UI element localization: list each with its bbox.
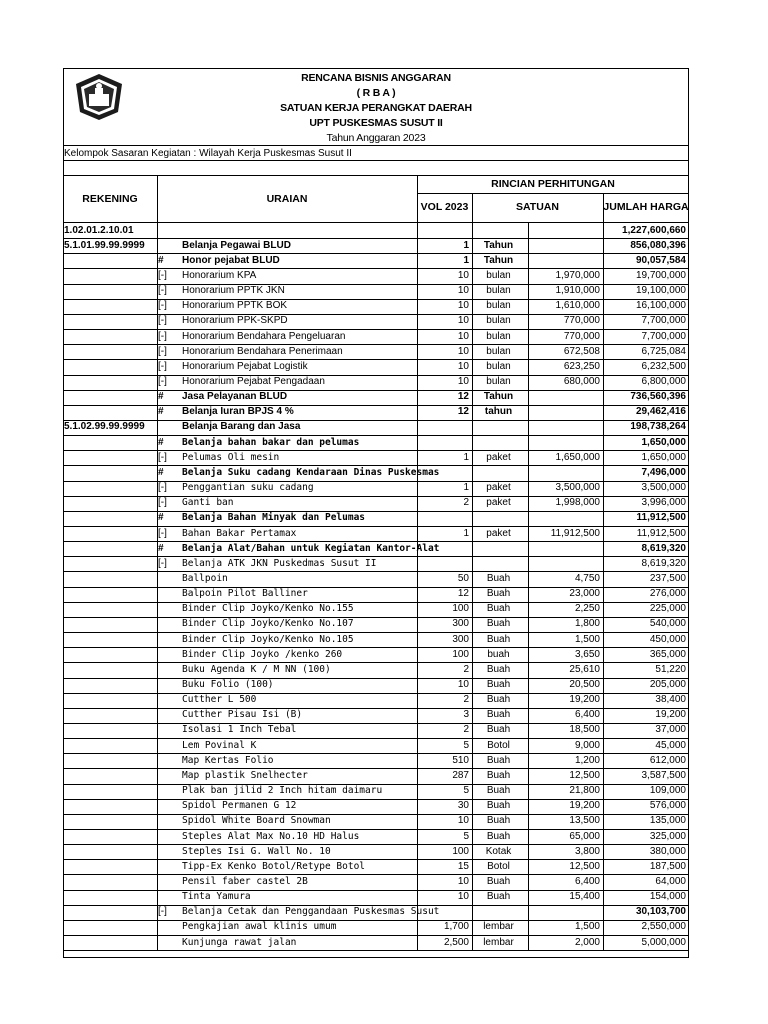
uraian-text: Cutther Pisau Isi (B) xyxy=(182,709,303,721)
vol-value: 10 xyxy=(457,875,469,887)
uraian-text: Balpoin Pilot Balliner xyxy=(182,588,308,600)
satuan-value: lembar xyxy=(483,936,514,948)
vol-value: 30 xyxy=(457,800,469,812)
vol-value: 10 xyxy=(457,300,469,312)
harga-satuan-value: 6,400 xyxy=(574,709,600,721)
jumlah-harga-value: 11,912,500 xyxy=(636,512,686,524)
vol-value: 10 xyxy=(457,376,469,387)
row-marker: [-] xyxy=(158,269,167,281)
vol-value: 100 xyxy=(452,603,469,615)
row-marker: # xyxy=(158,542,164,554)
column-divider xyxy=(472,193,473,950)
uraian-text: Spidol White Board Snowman xyxy=(182,815,331,827)
jumlah-harga-value: 64,000 xyxy=(655,875,686,887)
title-line-1: RENCANA BISNIS ANGGARAN xyxy=(301,72,451,84)
vol-value: 1,700 xyxy=(443,921,469,933)
satuan-value: paket xyxy=(486,527,511,539)
rekening-code: 1.02.01.2.10.01 xyxy=(64,224,134,236)
jumlah-harga-value: 90,057,584 xyxy=(635,254,686,266)
row-divider xyxy=(63,950,689,951)
uraian-text: Bahan Bakar Pertamax xyxy=(182,527,297,539)
jumlah-harga-value: 109,000 xyxy=(649,785,686,797)
jumlah-harga-value: 45,000 xyxy=(655,739,686,751)
harga-satuan-value: 12,500 xyxy=(569,860,600,872)
column-divider xyxy=(417,175,418,950)
satuan-value: bulan xyxy=(486,269,511,281)
vol-value: 2 xyxy=(463,663,469,675)
harga-satuan-value: 20,500 xyxy=(569,679,600,690)
jumlah-harga-value: 3,996,000 xyxy=(641,497,686,509)
uraian-text: Honorarium Pejabat Pengadaan xyxy=(182,376,325,387)
uraian-text: Belanja Bahan Minyak dan Pelumas xyxy=(182,512,366,524)
harga-satuan-value: 12,500 xyxy=(569,769,600,781)
harga-satuan-value: 1,200 xyxy=(574,754,600,766)
uraian-text: Steples Isi G. Wall No. 10 xyxy=(182,845,331,857)
harga-satuan-value: 19,200 xyxy=(569,800,600,812)
title-year: Tahun Anggaran 2023 xyxy=(326,132,426,144)
vol-value: 510 xyxy=(452,754,469,766)
uraian-text: Belanja Pegawai BLUD xyxy=(182,239,291,251)
satuan-value: Tahun xyxy=(483,239,514,251)
satuan-value: Botol xyxy=(487,860,510,872)
uraian-text: Pensil faber castel 2B xyxy=(182,875,308,887)
vol-value: 2 xyxy=(463,694,469,706)
jumlah-harga-value: 30,103,700 xyxy=(635,906,686,918)
uraian-text: Steples Alat Max No.10 HD Halus xyxy=(182,830,360,842)
jumlah-harga-value: 325,000 xyxy=(649,830,686,842)
uraian-text: Spidol Permanen G 12 xyxy=(182,800,297,812)
satuan-value: bulan xyxy=(486,376,511,387)
divider xyxy=(63,160,689,161)
vol-value: 100 xyxy=(452,845,469,857)
satuan-value: Buah xyxy=(486,724,511,736)
harga-satuan-value: 1,998,000 xyxy=(555,497,600,509)
jumlah-harga-value: 450,000 xyxy=(649,633,686,645)
uraian-text: Binder Clip Joyko /kenko 260 xyxy=(182,648,343,660)
uraian-text: Buku Folio (100) xyxy=(182,679,274,690)
jumlah-harga-value: 154,000 xyxy=(649,891,686,903)
vol-value: 1 xyxy=(463,482,469,494)
jumlah-harga-value: 29,462,416 xyxy=(635,406,686,418)
harga-satuan-value: 1,500 xyxy=(574,633,600,645)
vol-value: 10 xyxy=(457,815,469,827)
vol-value: 12 xyxy=(457,391,469,403)
vol-value: 15 xyxy=(457,860,469,872)
row-marker: # xyxy=(158,406,164,418)
satuan-value: Buah xyxy=(486,830,511,842)
vol-value: 5 xyxy=(463,785,469,797)
uraian-text: Honorarium Bendahara Pengeluaran xyxy=(182,330,346,342)
title-line-2: ( R B A ) xyxy=(356,87,396,99)
jumlah-harga-value: 237,500 xyxy=(649,572,686,584)
harga-satuan-value: 1,650,000 xyxy=(555,451,600,463)
uraian-text: Binder Clip Joyko/Kenko No.105 xyxy=(182,633,354,645)
uraian-text: Belanja Alat/Bahan untuk Kegiatan Kantor-Alat xyxy=(182,542,440,554)
jumlah-harga-value: 205,000 xyxy=(649,679,686,690)
jumlah-harga-value: 6,232,500 xyxy=(641,360,686,372)
row-marker: [-] xyxy=(158,345,167,357)
column-divider xyxy=(528,222,529,950)
row-marker: [-] xyxy=(158,527,167,539)
uraian-text: Pengkajian awal klinis umum xyxy=(182,921,337,933)
vol-value: 2,500 xyxy=(443,936,469,948)
jumlah-harga-value: 7,700,000 xyxy=(641,330,686,342)
jumlah-harga-value: 187,500 xyxy=(649,860,686,872)
satuan-value: Buah xyxy=(486,875,511,887)
col-jumlah-header: JUMLAH HARGA xyxy=(603,201,689,213)
jumlah-harga-value: 37,000 xyxy=(655,724,686,736)
jumlah-harga-value: 38,400 xyxy=(655,694,686,706)
divider xyxy=(63,145,689,146)
satuan-value: paket xyxy=(486,482,511,494)
jumlah-harga-value: 3,587,500 xyxy=(641,769,686,781)
satuan-value: Buah xyxy=(486,663,511,675)
vol-value: 3 xyxy=(463,709,469,721)
divider xyxy=(417,193,689,194)
satuan-value: bulan xyxy=(486,285,511,297)
vol-value: 10 xyxy=(457,330,469,342)
vol-value: 10 xyxy=(457,269,469,281)
uraian-text: Ganti ban xyxy=(182,497,234,509)
uraian-text: Belanja Barang dan Jasa xyxy=(182,421,301,433)
uraian-text: Cutther L 500 xyxy=(182,694,257,706)
satuan-value: Botol xyxy=(487,739,510,751)
jumlah-harga-value: 276,000 xyxy=(649,588,686,600)
uraian-text: Map Kertas Folio xyxy=(182,754,274,766)
satuan-value: Kotak xyxy=(485,845,512,857)
vol-value: 10 xyxy=(457,315,469,327)
uraian-text: Belanja bahan bakar dan pelumas xyxy=(182,436,360,448)
jumlah-harga-value: 1,227,600,660 xyxy=(622,224,686,236)
jumlah-harga-value: 856,080,396 xyxy=(630,239,686,251)
jumlah-harga-value: 51,220 xyxy=(655,663,686,675)
row-marker: [-] xyxy=(158,497,167,509)
uraian-text: Ballpoin xyxy=(182,572,228,584)
jumlah-harga-value: 576,000 xyxy=(649,800,686,812)
uraian-text: Belanja ATK JKN Puskedmas Susut II xyxy=(182,557,377,569)
col-rincian-header: RINCIAN PERHITUNGAN xyxy=(491,178,615,190)
uraian-text: Belanja Iuran BPJS 4 % xyxy=(182,406,294,418)
vol-value: 1 xyxy=(463,451,469,463)
col-satuan-header: SATUAN xyxy=(516,201,559,213)
jumlah-harga-value: 11,912,500 xyxy=(636,527,686,539)
satuan-value: Buah xyxy=(486,709,511,721)
harga-satuan-value: 770,000 xyxy=(563,315,600,327)
jumlah-harga-value: 365,000 xyxy=(649,648,686,660)
jumlah-harga-value: 1,650,000 xyxy=(641,451,686,463)
vol-value: 10 xyxy=(457,679,469,690)
vol-value: 300 xyxy=(452,633,469,645)
vol-value: 12 xyxy=(457,406,469,418)
harga-satuan-value: 18,500 xyxy=(569,724,600,736)
satuan-value: Buah xyxy=(486,603,511,615)
satuan-value: Buah xyxy=(486,588,511,600)
jumlah-harga-value: 3,500,000 xyxy=(641,482,686,494)
row-marker: [-] xyxy=(158,557,167,569)
satuan-value: Buah xyxy=(486,800,511,812)
jumlah-harga-value: 6,800,000 xyxy=(641,376,686,387)
vol-value: 287 xyxy=(452,769,469,781)
satuan-value: Buah xyxy=(486,572,511,584)
jumlah-harga-value: 380,000 xyxy=(649,845,686,857)
vol-value: 5 xyxy=(463,739,469,751)
uraian-text: Honorarium Bendahara Penerimaan xyxy=(182,345,343,357)
uraian-text: Belanja Cetak dan Penggandaan Puskesmas Susut xyxy=(182,906,440,918)
jumlah-harga-value: 5,000,000 xyxy=(641,936,686,948)
satuan-value: Buah xyxy=(486,754,511,766)
harga-satuan-value: 9,000 xyxy=(574,739,600,751)
row-marker: [-] xyxy=(158,300,167,312)
harga-satuan-value: 1,610,000 xyxy=(555,300,600,312)
jumlah-harga-value: 7,700,000 xyxy=(641,315,686,327)
row-marker: [-] xyxy=(158,376,167,387)
uraian-text: Map plastik Snelhecter xyxy=(182,769,308,781)
satuan-value: bulan xyxy=(486,300,511,312)
harga-satuan-value: 15,400 xyxy=(569,891,600,903)
harga-satuan-value: 3,650 xyxy=(574,648,600,660)
row-marker: [-] xyxy=(158,360,167,372)
satuan-value: Buah xyxy=(486,618,511,630)
jumlah-harga-value: 7,496,000 xyxy=(641,466,686,478)
harga-satuan-value: 680,000 xyxy=(563,376,600,387)
satuan-value: Buah xyxy=(486,815,511,827)
row-marker: # xyxy=(158,512,164,524)
row-marker: [-] xyxy=(158,315,167,327)
rekening-code: 5.1.01.99.99.9999 xyxy=(64,239,145,251)
satuan-value: lembar xyxy=(483,921,514,933)
col-rekening-header: REKENING xyxy=(82,193,138,205)
harga-satuan-value: 11,912,500 xyxy=(550,527,600,539)
jumlah-harga-value: 225,000 xyxy=(649,603,686,615)
jumlah-harga-value: 540,000 xyxy=(649,618,686,630)
row-marker: # xyxy=(158,466,164,478)
jumlah-harga-value: 19,100,000 xyxy=(635,285,686,297)
vol-value: 10 xyxy=(457,891,469,903)
vol-value: 1 xyxy=(463,239,469,251)
uraian-text: Honor pejabat BLUD xyxy=(182,254,280,266)
satuan-value: paket xyxy=(486,451,511,463)
row-marker: [-] xyxy=(158,451,167,463)
harga-satuan-value: 672,508 xyxy=(563,345,600,357)
jumlah-harga-value: 6,725,084 xyxy=(641,345,686,357)
harga-satuan-value: 25,610 xyxy=(569,663,600,675)
satuan-value: bulan xyxy=(486,345,511,357)
uraian-text: Honorarium PPTK BOK xyxy=(182,300,288,312)
harga-satuan-value: 23,000 xyxy=(569,588,600,600)
vol-value: 10 xyxy=(457,285,469,297)
jumlah-harga-value: 8,619,320 xyxy=(641,557,686,569)
vol-value: 12 xyxy=(457,588,469,600)
title-line-3: SATUAN KERJA PERANGKAT DAERAH xyxy=(280,102,472,114)
vol-value: 2 xyxy=(463,724,469,736)
vol-value: 2 xyxy=(463,497,469,509)
harga-satuan-value: 4,750 xyxy=(574,572,600,584)
satuan-value: Buah xyxy=(486,694,511,706)
col-uraian-header: URAIAN xyxy=(266,193,308,205)
jumlah-harga-value: 19,200 xyxy=(655,709,686,721)
row-marker: # xyxy=(158,254,164,266)
vol-value: 300 xyxy=(452,618,469,630)
harga-satuan-value: 65,000 xyxy=(569,830,600,842)
vol-value: 10 xyxy=(457,360,469,372)
rekening-code: 5.1.02.99.99.9999 xyxy=(64,421,145,433)
harga-satuan-value: 623,250 xyxy=(563,360,600,372)
uraian-text: Tipp-Ex Kenko Botol/Retype Botol xyxy=(182,860,366,872)
uraian-text: Honorarium PPK-SKPD xyxy=(182,315,288,327)
uraian-text: Jasa Pelayanan BLUD xyxy=(182,391,288,403)
vol-value: 1 xyxy=(463,254,469,266)
vol-value: 100 xyxy=(452,648,469,660)
jumlah-harga-value: 19,700,000 xyxy=(635,269,686,281)
harga-satuan-value: 1,500 xyxy=(574,921,600,933)
satuan-value: Buah xyxy=(486,679,511,690)
uraian-text: Isolasi 1 Inch Tebal xyxy=(182,724,297,736)
title-line-4: UPT PUSKESMAS SUSUT II xyxy=(309,117,443,129)
row-marker: [-] xyxy=(158,906,167,918)
satuan-value: bulan xyxy=(486,330,511,342)
uraian-text: Pelumas Oli mesin xyxy=(182,451,280,463)
harga-satuan-value: 2,000 xyxy=(574,936,600,948)
column-divider xyxy=(157,175,158,950)
uraian-text: Plak ban jilid 2 Inch hitam daimaru xyxy=(182,785,383,797)
harga-satuan-value: 1,800 xyxy=(574,618,600,630)
column-divider xyxy=(603,193,604,950)
harga-satuan-value: 3,800 xyxy=(574,845,600,857)
row-marker: # xyxy=(158,391,164,403)
harga-satuan-value: 3,500,000 xyxy=(555,482,600,494)
jumlah-harga-value: 2,550,000 xyxy=(641,921,686,933)
jumlah-harga-value: 736,560,396 xyxy=(630,391,686,403)
harga-satuan-value: 19,200 xyxy=(569,694,600,706)
uraian-text: Binder Clip Joyko/Kenko No.107 xyxy=(182,618,354,630)
satuan-value: Tahun xyxy=(483,254,514,266)
vol-value: 10 xyxy=(457,345,469,357)
harga-satuan-value: 21,800 xyxy=(569,785,600,797)
harga-satuan-value: 1,910,000 xyxy=(555,285,600,297)
satuan-value: Buah xyxy=(486,633,511,645)
uraian-text: Binder Clip Joyko/Kenko No.155 xyxy=(182,603,354,615)
jumlah-harga-value: 612,000 xyxy=(649,754,686,766)
harga-satuan-value: 2,250 xyxy=(574,603,600,615)
harga-satuan-value: 6,400 xyxy=(574,875,600,887)
uraian-text: Honorarium PPTK JKN xyxy=(182,285,285,297)
uraian-text: Kunjunga rawat jalan xyxy=(182,936,297,948)
uraian-text: Belanja Suku cadang Kendaraan Dinas Puskesmas xyxy=(182,466,440,478)
satuan-value: paket xyxy=(486,497,511,509)
satuan-value: buah xyxy=(487,648,510,660)
jumlah-harga-value: 1,650,000 xyxy=(641,436,686,448)
jumlah-harga-value: 135,000 xyxy=(649,815,686,827)
vol-value: 50 xyxy=(457,572,469,584)
harga-satuan-value: 13,500 xyxy=(569,815,600,827)
jumlah-harga-value: 198,738,264 xyxy=(630,421,686,433)
kelompok-sasaran: Kelompok Sasaran Kegiatan : Wilayah Kerja Puskesmas Susut II xyxy=(64,148,352,159)
row-marker: [-] xyxy=(158,482,167,494)
satuan-value: Buah xyxy=(486,769,511,781)
jumlah-harga-value: 16,100,000 xyxy=(635,300,686,312)
uraian-text: Buku Agenda K / M NN (100) xyxy=(182,663,331,675)
satuan-value: Buah xyxy=(486,891,511,903)
satuan-value: bulan xyxy=(486,360,511,372)
uraian-text: Lem Povinal K xyxy=(182,739,257,751)
col-vol-header: VOL 2023 xyxy=(420,201,469,213)
row-marker: [-] xyxy=(158,330,167,342)
uraian-text: Honorarium KPA xyxy=(182,269,257,281)
harga-satuan-value: 1,970,000 xyxy=(555,269,600,281)
harga-satuan-value: 770,000 xyxy=(563,330,600,342)
vol-value: 5 xyxy=(463,830,469,842)
vol-value: 1 xyxy=(463,527,469,539)
row-marker: # xyxy=(158,436,164,448)
satuan-value: bulan xyxy=(486,315,511,327)
uraian-text: Honorarium Pejabat Logistik xyxy=(182,360,308,372)
satuan-value: Buah xyxy=(486,785,511,797)
satuan-value: tahun xyxy=(484,406,513,418)
uraian-text: Tinta Yamura xyxy=(182,891,251,903)
row-marker: [-] xyxy=(158,285,167,297)
satuan-value: Tahun xyxy=(483,391,514,403)
uraian-text: Penggantian suku cadang xyxy=(182,482,314,494)
jumlah-harga-value: 8,619,320 xyxy=(641,542,686,554)
